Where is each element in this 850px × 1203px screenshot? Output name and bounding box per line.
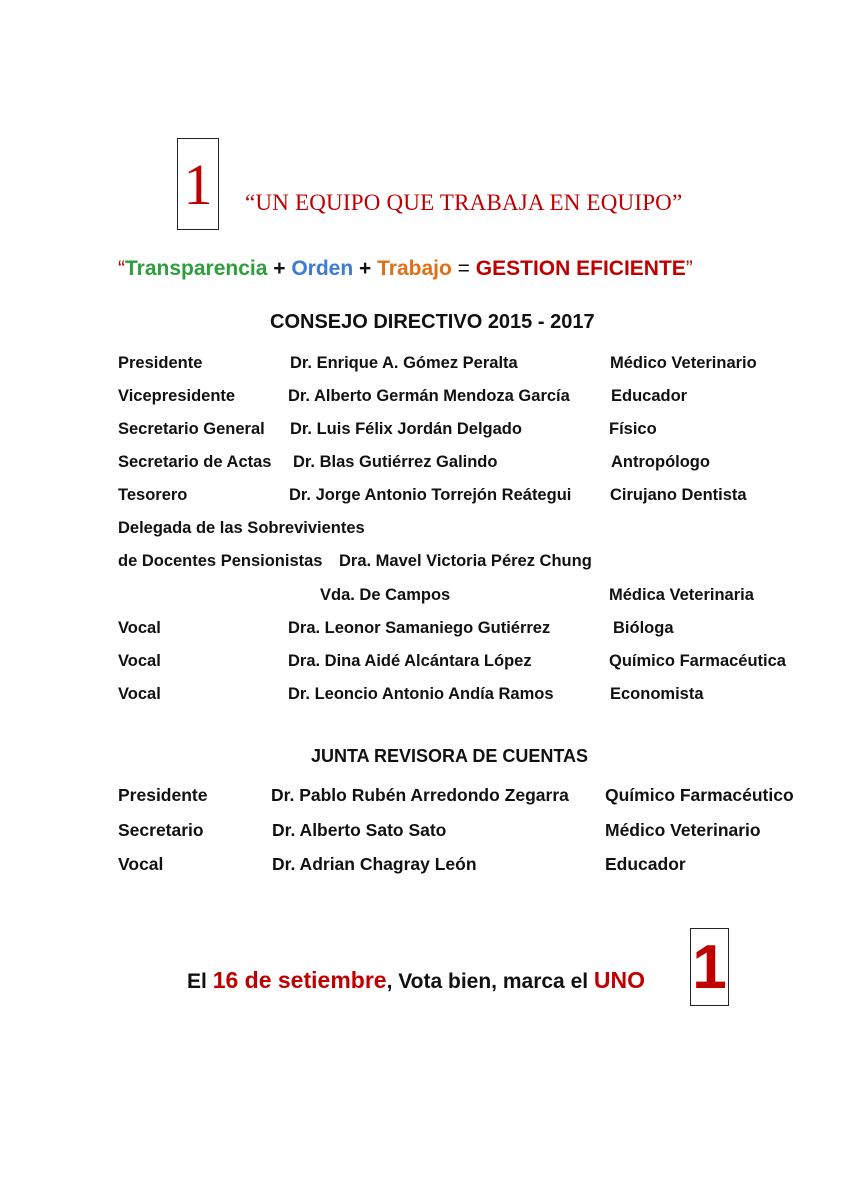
footer-part-1: El [187, 970, 213, 993]
formula-result: GESTION EFICIENTE [475, 257, 686, 280]
profession: Educador [611, 387, 688, 405]
member-name: Dra. Mavel Victoria Pérez Chung [339, 552, 592, 570]
consejo-row [0, 354, 850, 380]
footer-uno: UNO [593, 967, 646, 993]
profession: Bióloga [613, 619, 674, 637]
consejo-row [0, 453, 850, 479]
profession: Médico Veterinario [610, 354, 757, 372]
consejo-title: CONSEJO DIRECTIVO 2015 - 2017 [270, 311, 595, 333]
consejo-row [0, 586, 850, 612]
consejo-row [0, 486, 850, 512]
consejo-row [0, 519, 850, 545]
profession: Físico [609, 420, 657, 438]
formula-plus-1: + [267, 257, 292, 280]
footer-part-2: , Vota bien, marca el [386, 970, 594, 993]
list-number: 1 [183, 151, 213, 217]
role: Secretario General [118, 420, 265, 438]
junta-row [0, 854, 850, 880]
footer-number: 1 [692, 932, 727, 1002]
member-name: Dr. Leoncio Antonio Andía Ramos [288, 685, 554, 703]
profession: Economista [610, 685, 704, 703]
member-name: Dr. Luis Félix Jordán Delgado [290, 420, 522, 438]
list-number-box [177, 138, 219, 230]
member-name: Dr. Alberto Germán Mendoza García [288, 387, 570, 405]
member-name: Dr. Blas Gutiérrez Galindo [293, 453, 498, 471]
role: Presidente [118, 354, 203, 372]
profession: Educador [605, 854, 686, 874]
consejo-row [0, 619, 850, 645]
formula-open-quote: “ [118, 257, 125, 280]
consejo-row [0, 387, 850, 413]
profession: Médica Veterinaria [609, 586, 754, 604]
profession: Químico Farmacéutica [609, 652, 786, 670]
profession: Cirujano Dentista [610, 486, 747, 504]
consejo-row [0, 552, 850, 578]
role: Vicepresidente [118, 387, 236, 405]
role: Secretario de Actas [118, 453, 272, 471]
member-name: Dr. Jorge Antonio Torrejón Reátegui [289, 486, 572, 504]
member-name: Dra. Dina Aidé Alcántara López [288, 652, 532, 670]
slogan: “UN EQUIPO QUE TRABAJA EN EQUIPO” [245, 190, 683, 215]
role: Tesorero [118, 486, 188, 504]
role: Delegada de las Sobrevivientes [118, 519, 365, 537]
role: Vocal [118, 652, 161, 670]
role: Presidente [118, 785, 208, 805]
profession: Químico Farmacéutico [605, 785, 794, 805]
role: Vocal [118, 619, 161, 637]
footer-message [187, 967, 645, 994]
formula-line [118, 257, 693, 281]
role: Vocal [118, 685, 161, 703]
consejo-row [0, 685, 850, 711]
role: de Docentes Pensionistas [118, 552, 323, 570]
member-name: Dr. Adrian Chagray León [272, 854, 477, 874]
formula-equals: = [451, 257, 476, 280]
role: Secretario [118, 820, 204, 840]
member-name: Dra. Leonor Samaniego Gutiérrez [288, 619, 551, 637]
footer-number-box [690, 928, 729, 1006]
junta-row [0, 785, 850, 811]
profession: Médico Veterinario [605, 820, 761, 840]
formula-orden: Orden [291, 257, 354, 280]
formula-close-quote: ” [685, 257, 693, 280]
member-name: Dr. Enrique A. Gómez Peralta [290, 354, 518, 372]
formula-trabajo: Trabajo [377, 257, 452, 280]
member-name: Dr. Alberto Sato Sato [272, 820, 447, 840]
junta-row [0, 820, 850, 846]
formula-plus-2: + [353, 257, 378, 280]
profession: Antropólogo [611, 453, 710, 471]
footer-date: 16 de setiembre [212, 967, 387, 993]
consejo-row [0, 652, 850, 678]
formula-transparencia: Transparencia [125, 257, 268, 280]
member-name: Vda. De Campos [320, 586, 451, 604]
consejo-row [0, 420, 850, 446]
role: Vocal [118, 854, 164, 874]
member-name: Dr. Pablo Rubén Arredondo Zegarra [271, 785, 569, 805]
junta-title: JUNTA REVISORA DE CUENTAS [311, 746, 589, 766]
